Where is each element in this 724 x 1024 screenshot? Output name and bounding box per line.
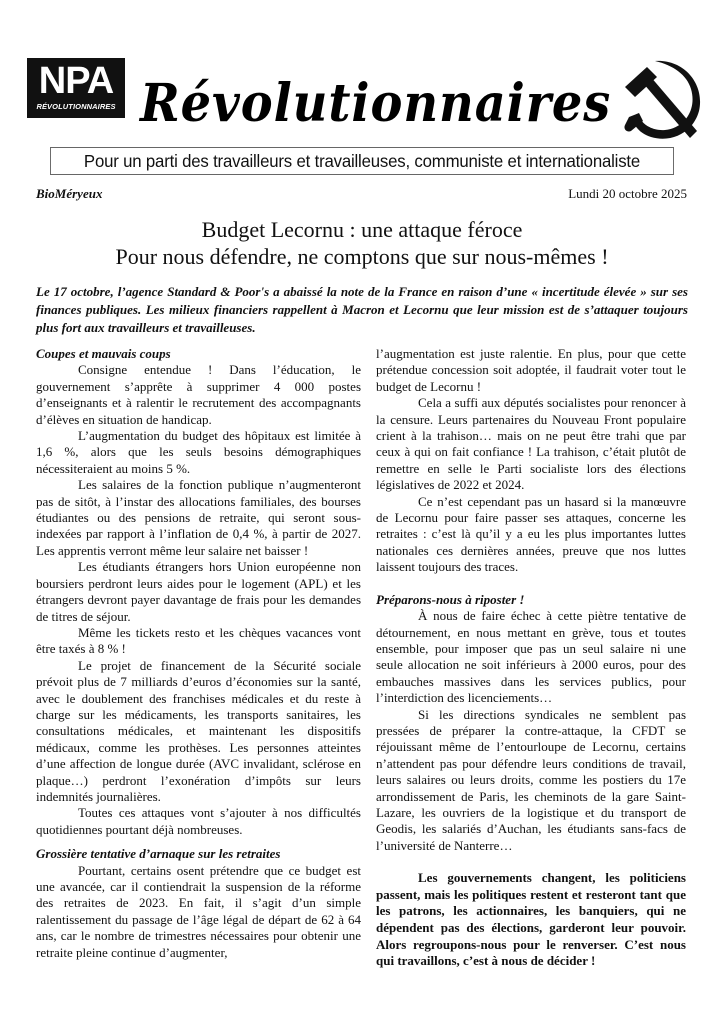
paragraph: Pourtant, certains osent prétendre que ce budget est une avancée, car il contiendrait la suspension de la réforme des retraites de 2023. En fait, il s’agit d’un simple ralentissement du passage de l’âge légal de départ de 62 à 64 ans, car le nombre de trimestres nécessaires pour obtenir une retraite pleine continue d’augmenter, [36, 862, 361, 960]
section-heading: Coupes et mauvais coups [36, 346, 171, 361]
logo-sub-text: RÉVOLUTIONNAIRES [36, 102, 116, 111]
logo-main-text: NPA [38, 60, 114, 102]
paragraph: Le projet de financement de la Sécurité sociale prévoit plus de 7 milliards d’euros d’économies sur la santé, avec le doublement des franchises médicales et du reste à charge sur les médicaments, les transports sanitaires, les consultations médicales, et maintenant les dispositifs médicaux, comme les prothèses. Les personnes atteintes d’une affection de longue durée (AVC invalidant, sclérose en plaque…) perdront l’exonération d’impôts sur leurs indemnités journalières. [36, 657, 361, 804]
headline-line-2: Pour nous défendre, ne comptons que sur nous-mêmes ! [115, 244, 609, 269]
section-heading: Grossière tentative d’arnaque sur les retraites [36, 846, 281, 862]
closing-statement: Les gouvernements changent, les politiciens passent, mais les politiques restent et resteront tant que les patrons, les actionnaires, les banquiers, qui ne dépendent pas des élections, garderont leur pouvoir. Alors regroupons-nous pour le renverser. C’est nous qui travaillons, c’est à nous de décider ! [376, 870, 686, 969]
intro-paragraph: Le 17 octobre, l’agence Standard & Poor's a abaissé la note de la France en raison d’une « incertitude élevée » sur ses finances publiques. Les milieux financiers rappellent à Macron et Lecornu que leur mission est de s’attaquer toujours plus fort aux travailleurs et travailleuses. [36, 284, 688, 335]
company-name: BioMéryeux [36, 186, 103, 201]
section-heading: Préparons-nous à riposter ! [376, 591, 525, 607]
paragraph: Même les tickets resto et les chèques vacances vont être taxés à 8 % ! [36, 624, 361, 657]
paragraph: Toutes ces attaques vont s’ajouter à nos difficultés quotidiennes pourtant déjà nombreuses. [36, 805, 361, 837]
headline-line-1: Budget Lecornu : une attaque féroce [201, 217, 523, 242]
masthead-title: Révolutionnaires [140, 73, 612, 134]
paragraph: Consigne entendue ! Dans l’éducation, le gouvernement s’apprête à supprimer 4 000 postes d’enseignants et à ralentir le recrutement des accompagnants d’élèves en situation de handicap. [36, 362, 361, 427]
paragraph: Les salaires de la fonction publique n’augmenteront pas de sitôt, à l’instar des allocations familiales, des bourses étudiantes ou des pensions de retraite, qui seront sous-indexées par rapport à l’inflation de 0,4 %, à partir de 2027. Les apprentis verront même leur salaire net baisser ! [36, 477, 361, 558]
paragraph: Cela a suffi aux députés socialistes pour renoncer à la censure. Leurs partenaires du Nouveau Front populaire crient à la trahison… mais on ne peut être trahi que par ceux à qui on fait confiance ! La trahison, c’était plutôt de remettre en selle le Parti socialiste lors des élections législatives de 2022 et 2024. [376, 395, 686, 493]
paragraph: l’augmentation est juste ralentie. En plus, pour que cette prétendue concession soit adoptée, il faudrait voter tout le budget de Lecornu ! [376, 346, 686, 394]
hammer-and-sickle-icon [615, 55, 705, 143]
paragraph: Ce n’est cependant pas un hasard si la manœuvre de Lecornu pour faire passer ses attaques, concerne les retraites : c’est là qu’il y a eu les plus importantes luttes nationales ces dernières années, preuve que nos luttes laissent toujours des traces. [376, 493, 686, 575]
paragraph: Si les directions syndicales ne semblent pas pressées de préparer la contre-attaque, la CFDT se réjouissant même de l’entourloupe de Lecornu, certains n’attendent pas pour défendre leurs conditions de travail, leurs salaires ou leurs droits, comme les postiers du 17e arrondissement de Paris, les cheminots de la gare Saint-Lazare, les ouvriers de la logistique et du transport de Geodis, les salariés d’Auchan, les étudiants sans-facs de l’université de Nanterre… [376, 706, 686, 853]
paragraph: À nous de faire échec à cette piètre tentative de détournement, en nous mettant en grève, tous et toutes ensemble, pour imposer que pas un seul salaire ni une seule allocation ne soit inférieurs à 2000 euros, pour des embauches massives dans les services publics, pour l’interdiction des licenciements… [376, 608, 686, 706]
paragraph: L’augmentation du budget des hôpitaux est limitée à 1,6 %, alors que les seuls besoins démographiques nécessiteraient au moins 5 %. [36, 428, 361, 476]
column-right [376, 346, 686, 970]
issue-date: Lundi 20 octobre 2025 [568, 186, 687, 201]
paragraph: Les étudiants étrangers hors Union européenne non boursiers perdront leurs aides pour le logement (APL) et les étrangers devront payer davantage de frais pour les demandes de titres de séjour. [36, 559, 361, 624]
tagline: Pour un parti des travailleurs et travailleuses, communiste et internationaliste [50, 147, 674, 175]
column-left [36, 346, 361, 961]
npa-logo [27, 58, 125, 118]
